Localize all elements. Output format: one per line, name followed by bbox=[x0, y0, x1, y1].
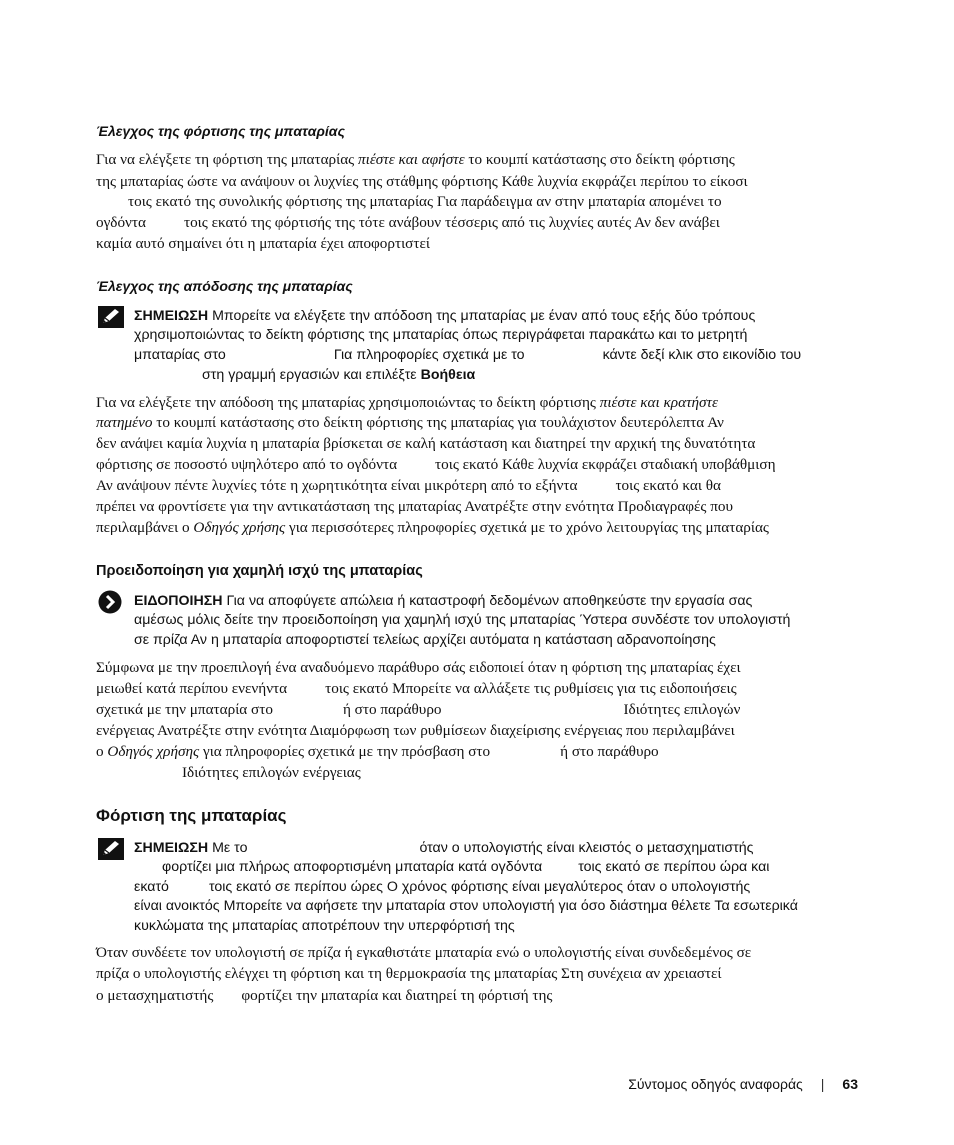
note-line: είναι ανοικτός Μπορείτε να αφήσετε την μπαταρία στον υπολογιστή για όσο διάστημα θέλετε Τα εσωτερικά bbox=[134, 898, 798, 914]
note-label: ΣΗΜΕΙΩΣΗ bbox=[134, 308, 209, 324]
paragraph-line: Όταν συνδέετε τον υπολογιστή σε πρίζα ή εγκαθιστάτε μπαταρία ενώ ο υπολογιστής είναι συνδεδεμένος σε bbox=[96, 944, 752, 961]
paragraph-line: μειωθεί κατά περίπου ενενήντα τοις εκατό Μπορείτε να αλλάξετε τις ρυθμίσεις για τις ειδοποιήσεις bbox=[96, 680, 737, 697]
section-heading-battery-charging: Φόρτιση της μπαταρίας bbox=[96, 806, 287, 825]
note-line: χρησιμοποιώντας το δείκτη φόρτισης της μπαταρίας όπως περιγράφεται παρακάτω και το μετρητή bbox=[134, 327, 748, 343]
paragraph-line: δεν ανάψει καμία λυχνία η μπαταρία βρίσκεται σε καλή κατάσταση και διατηρεί την αρχική της δυνατότητα bbox=[96, 435, 756, 452]
page-footer bbox=[628, 1076, 858, 1092]
notice-line: σε πρίζα Αν η μπαταρία αποφορτιστεί τελείως αρχίζει αυτόματα η κατάσταση αδρανοποίησης bbox=[134, 632, 716, 648]
note-label: ΣΗΜΕΙΩΣΗ bbox=[134, 840, 209, 856]
paragraph-line: της μπαταρίας ώστε να ανάψουν οι λυχνίες της στάθμης φόρτισης Κάθε λυχνία εκφράζει περίπου το είκοσι bbox=[96, 173, 748, 190]
section-heading-battery-charge-check: Έλεγχος της φόρτισης της μπαταρίας bbox=[96, 123, 345, 139]
paragraph-line: καμία αυτό σημαίνει ότι η μπαταρία έχει αποφορτιστεί bbox=[96, 235, 430, 252]
note-line: στη γραμμή εργασιών και επιλέξτε Βοήθεια bbox=[202, 367, 476, 383]
paragraph-line: ογδόντα τοις εκατό της φόρτισής της τότε ανάβουν τέσσερις από τις λυχνίες αυτές Αν δεν ανάβει bbox=[96, 214, 720, 231]
paragraph-line: ο μετασχηματιστής φορτίζει την μπαταρία και διατηρεί τη φόρτισή της bbox=[96, 987, 553, 1004]
page-number: 63 bbox=[842, 1076, 858, 1092]
section-heading-battery-health-check: Έλεγχος της απόδοσης της μπαταρίας bbox=[96, 278, 353, 294]
paragraph-line: σχετικά με την μπαταρία στο ή στο παράθυρο Ιδιότητες επιλογών bbox=[96, 701, 741, 718]
paragraph-line: Ιδιότητες επιλογών ενέργειας bbox=[182, 764, 361, 781]
paragraph-line: τοις εκατό της συνολικής φόρτισης της μπαταρίας Για παράδειγμα αν στην μπαταρία απομένει το bbox=[128, 193, 722, 210]
notice-label: ΕΙΔΟΠΟΙΗΣΗ bbox=[134, 593, 223, 609]
paragraph-line: Αν ανάψουν πέντε λυχνίες τότε η χωρητικότητα είναι μικρότερη από το εξήντα τοις εκατό και θα bbox=[96, 477, 721, 494]
paragraph-line: πρέπει να φροντίσετε για την αντικατάσταση της μπαταρίας Ανατρέξτε στην ενότητα Προδιαγραφές που bbox=[96, 498, 734, 515]
paragraph-line: περιλαμβάνει ο Οδηγός χρήσης για περισσότερες πληροφορίες σχετικά με το χρόνο λειτουργίας της μπαταρίας bbox=[96, 519, 769, 536]
notice-line: ΕΙΔΟΠΟΙΗΣΗ Για να αποφύγετε απώλεια ή καταστροφή δεδομένων αποθηκεύστε την εργασία σας bbox=[134, 593, 753, 609]
note-line: ΣΗΜΕΙΩΣΗ Μπορείτε να ελέγξετε την απόδοση της μπαταρίας με έναν από τους εξής δύο τρόπους bbox=[134, 308, 756, 324]
paragraph-line: Για να ελέγξετε την απόδοση της μπαταρίας χρησιμοποιώντας το δείκτη φόρτισης πιέστε και κρατήστε bbox=[96, 394, 718, 411]
note-pencil-icon bbox=[98, 306, 124, 328]
note-line: εκατό τοις εκατό σε περίπου ώρες Ο χρόνος φόρτισης είναι μεγαλύτερος όταν ο υπολογιστής bbox=[134, 879, 751, 895]
paragraph-line: πατημένο το κουμπί κατάστασης στο δείκτη φόρτισης της μπαταρίας για τουλάχιστον δευτερόλεπτα Αν bbox=[96, 414, 724, 431]
note-pencil-icon bbox=[98, 838, 124, 860]
paragraph-line: Για να ελέγξετε τη φόρτιση της μπαταρίας πιέστε και αφήστε το κουμπί κατάστασης στο δείκτη φόρτισης bbox=[96, 151, 735, 168]
paragraph-line: φόρτισης σε ποσοστό υψηλότερο από το ογδόντα τοις εκατό Κάθε λυχνία εκφράζει σταδιακή υποβάθμιση bbox=[96, 456, 776, 473]
note-line: κυκλώματα της μπαταρίας αποτρέπουν την υπερφόρτισή της bbox=[134, 918, 515, 934]
paragraph-line: ενέργειας Ανατρέξτε στην ενότητα Διαμόρφωση των ρυθμίσεων διαχείρισης ενέργειας που περιλαμβάνει bbox=[96, 722, 735, 739]
paragraph-line: πρίζα ο υπολογιστής ελέγχει τη φόρτιση και τη θερμοκρασία της μπαταρίας Στη συνέχεια αν χρειαστεί bbox=[96, 965, 722, 982]
section-heading-low-battery-warning: Προειδοποίηση για χαμηλή ισχύ της μπαταρίας bbox=[96, 563, 423, 579]
footer-separator: | bbox=[820, 1076, 825, 1092]
paragraph-line: ο Οδηγός χρήσης για πληροφορίες σχετικά με την πρόσβαση στο ή στο παράθυρο bbox=[96, 743, 659, 760]
note-line: φορτίζει μια πλήρως αποφορτισμένη μπαταρία κατά ογδόντα τοις εκατό σε περίπου ώρα και bbox=[162, 859, 770, 875]
note-line: μπαταρίας στο Για πληροφορίες σχετικά με το κάντε δεξί κλικ στο εικονίδιο του bbox=[134, 347, 802, 363]
notice-line: αμέσως μόλις δείτε την προειδοποίηση για χαμηλή ισχύ της μπαταρίας Ύστερα συνδέστε τον υπολογιστή bbox=[134, 612, 791, 628]
notice-icon bbox=[98, 590, 122, 614]
note-line: ΣΗΜΕΙΩΣΗ Με το όταν ο υπολογιστής είναι κλειστός ο μετασχηματιστής bbox=[134, 840, 754, 856]
footer-title: Σύντομος οδηγός αναφοράς bbox=[628, 1076, 803, 1092]
paragraph-line: Σύμφωνα με την προεπιλογή ένα αναδυόμενο παράθυρο σάς ειδοποιεί όταν η φόρτιση της μπαταρίας έχει bbox=[96, 659, 741, 676]
